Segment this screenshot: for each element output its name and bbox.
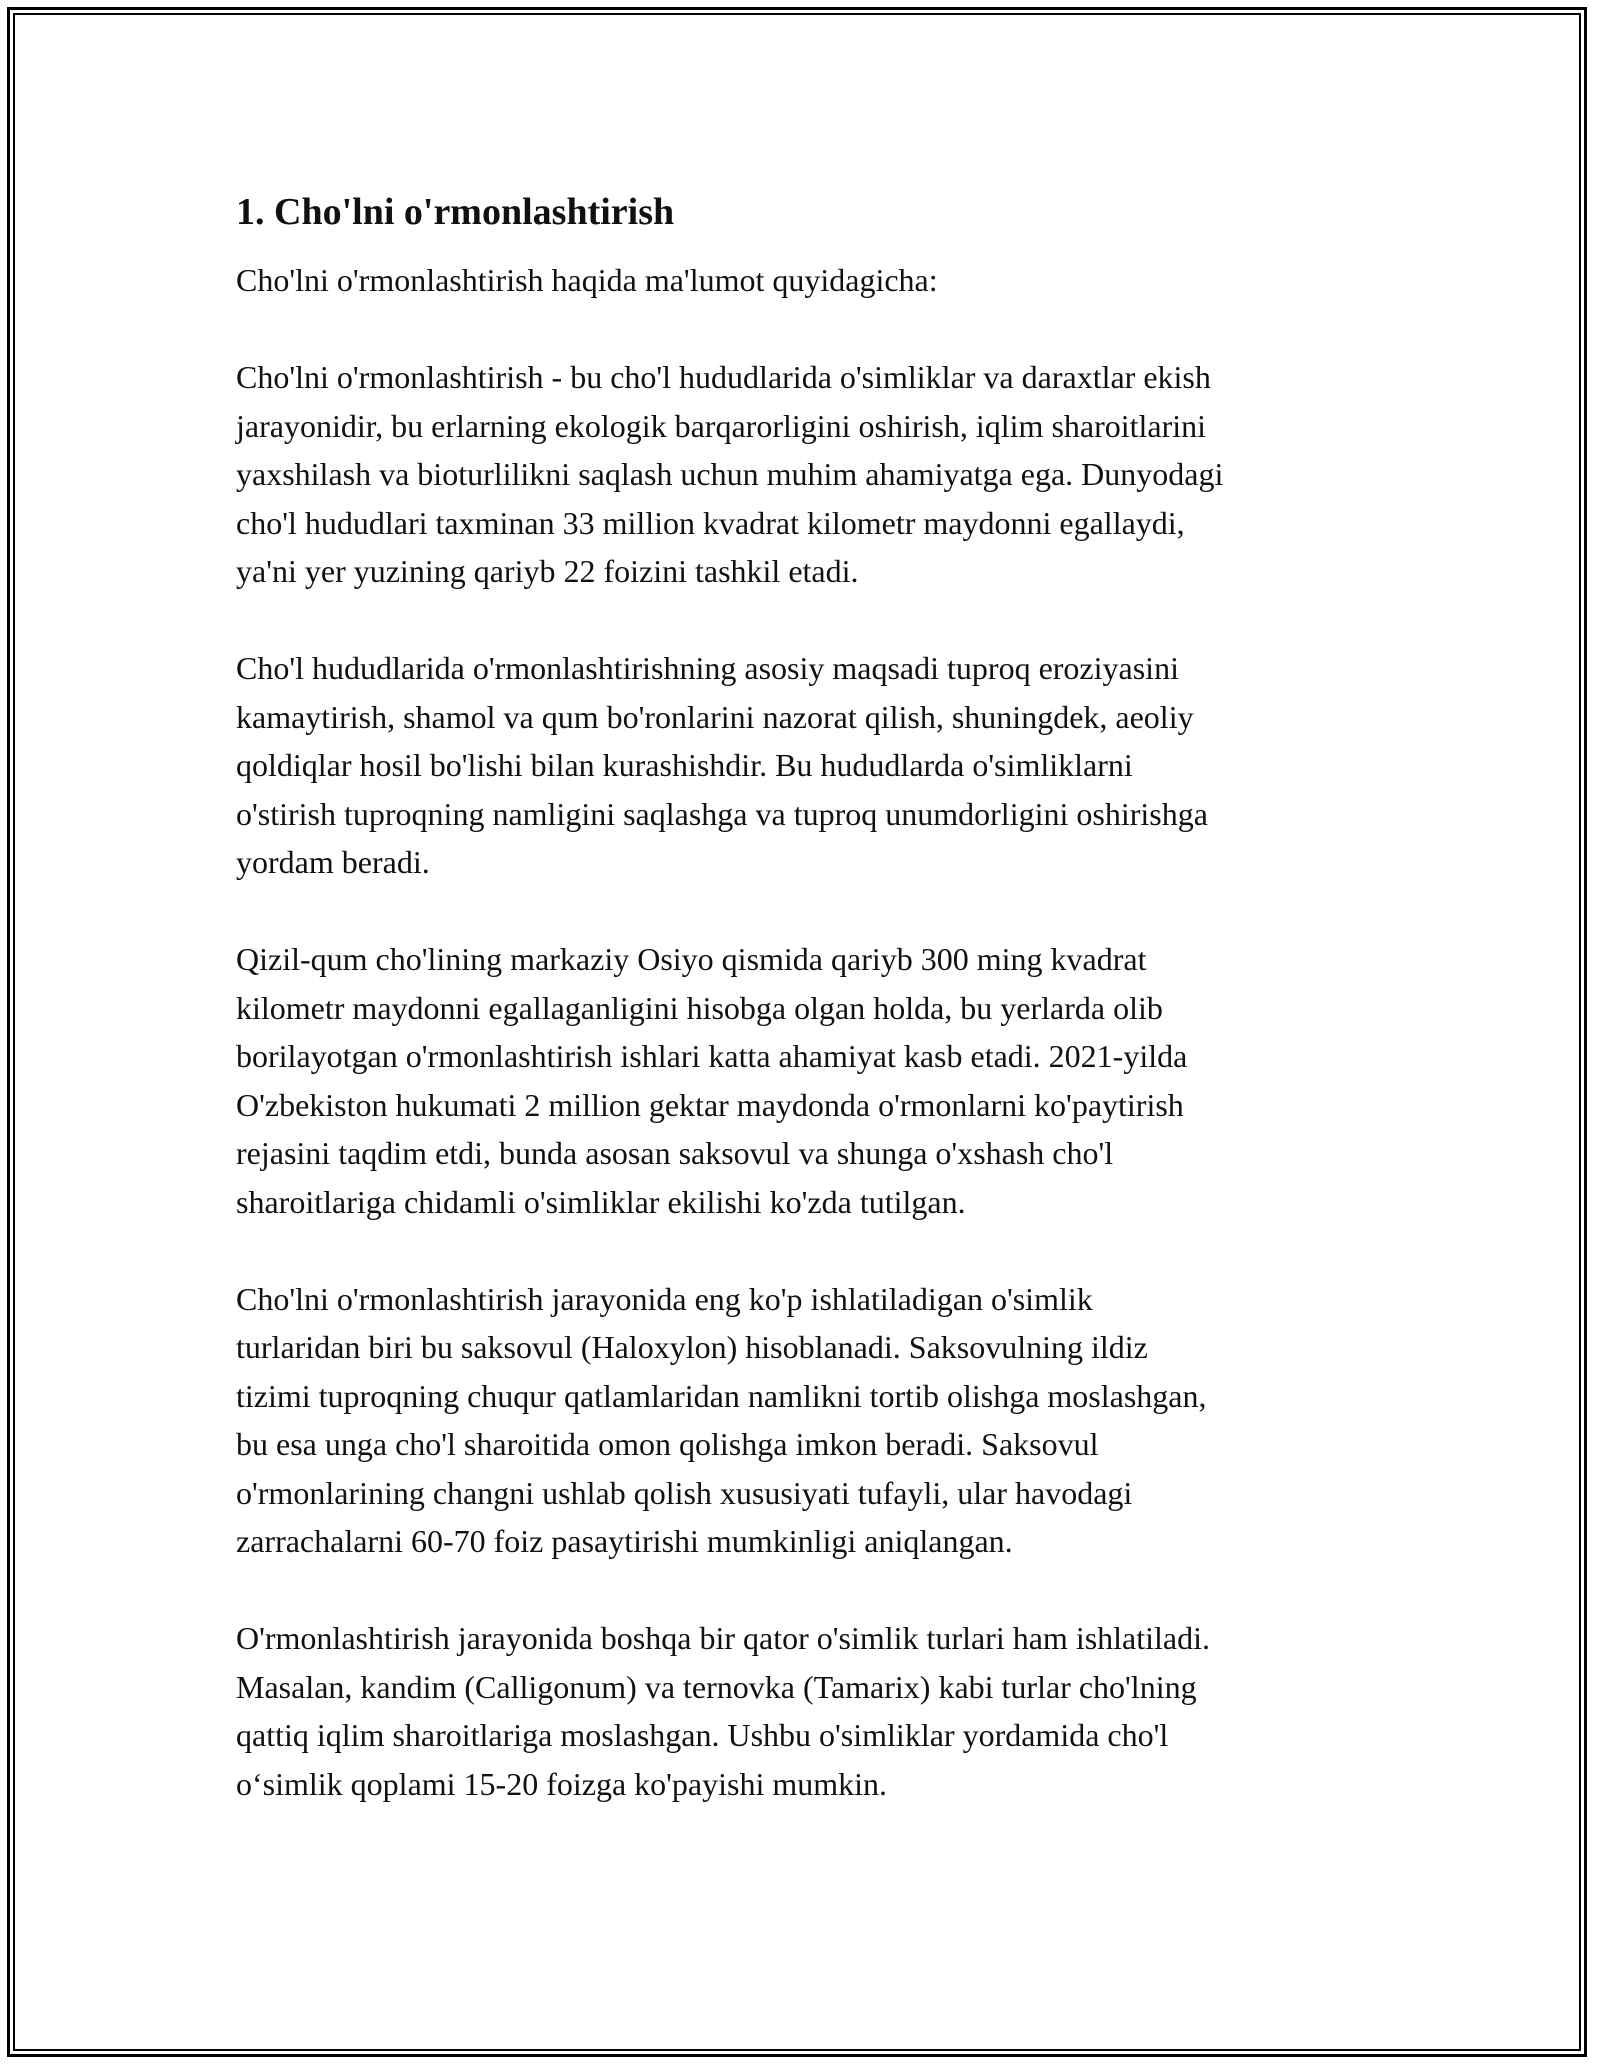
paragraph-line: o'stirish tuproqning namligini saqlashga va tuproq unumdorligini oshirishga: [236, 795, 1208, 832]
paragraph-line: O'rmonlashtirish jarayonida boshqa bir qator o'simlik turlari ham ishlatiladi.: [236, 1620, 1211, 1656]
paragraph-line: Cho'lni o'rmonlashtirish jarayonida eng ko'p ishlatiladigan o'simlik: [236, 1280, 1093, 1317]
paragraph-line: jarayonidir, bu erlarning ekologik barqarorligini oshirish, iqlim sharoitlarini: [236, 407, 1207, 444]
paragraph-line: borilayotgan o'rmonlashtirish ishlari katta ahamiyat kasb etadi. 2021-yilda: [236, 1038, 1188, 1074]
body-paragraph: [236, 644, 1386, 887]
paragraph-line: o‘simlik qoplami 15-20 foizga ko'payishi mumkin.: [236, 1765, 888, 1802]
body-paragraph: [236, 1614, 1386, 1808]
paragraph-line: ya'ni yer yuzining qariyb 22 foizini tashkil etadi.: [236, 553, 859, 589]
paragraph-line: kamaytirish, shamol va qum bo'ronlarini nazorat qilish, shuningdek, aeoliy: [236, 698, 1194, 735]
paragraph-line: yordam beradi.: [236, 844, 430, 880]
paragraph-line: tizimi tuproqning chuqur qatlamlaridan namlikni tortib olishga moslashgan,: [236, 1377, 1207, 1414]
document-body: [236, 186, 1386, 1857]
paragraph-line: bu esa unga cho'l sharoitida omon qolishga imkon beradi. Saksovul: [236, 1426, 1099, 1462]
body-paragraph: [236, 1275, 1386, 1566]
body-paragraph: [236, 935, 1386, 1226]
paragraph-line: rejasini taqdim etdi, bunda asosan saksovul va shunga o'xshash cho'l: [236, 1135, 1114, 1171]
paragraph-list: [236, 353, 1386, 1808]
body-paragraph: [236, 353, 1386, 596]
paragraph-line: cho'l hududlari taxminan 33 million kvadrat kilometr maydonni egallaydi,: [236, 504, 1185, 541]
paragraph-line: yaxshilash va bioturlilikni saqlash uchun muhim ahamiyatga ega. Dunyodagi: [236, 456, 1224, 492]
paragraph-line: sharoitlariga chidamli o'simliklar ekilishi ko'zda tutilgan.: [236, 1183, 966, 1220]
paragraph-line: Masalan, kandim (Calligonum) va ternovka (Tamarix) kabi turlar cho'lning: [236, 1668, 1197, 1705]
paragraph-line: Cho'lni o'rmonlashtirish - bu cho'l hududlarida o'simliklar va daraxtlar ekish: [236, 359, 1211, 395]
paragraph-line: O'zbekiston hukumati 2 million gektar maydonda o'rmonlarni ko'paytirish: [236, 1086, 1184, 1123]
paragraph-line: Cho'l hududlarida o'rmonlashtirishning asosiy maqsadi tuproq eroziyasini: [236, 650, 1179, 686]
intro-paragraph: Cho'lni o'rmonlashtirish haqida ma'lumot quyidagicha:: [236, 262, 938, 298]
paragraph-line: turlaridan biri bu saksovul (Haloxylon) hisoblanadi. Saksovulning ildiz: [236, 1329, 1148, 1365]
paragraph-line: o'rmonlarining changni ushlab qolish xususiyati tufayli, ular havodagi: [236, 1474, 1133, 1511]
paragraph-line: Qizil-qum cho'lining markaziy Osiyo qismida qariyb 300 ming kvadrat: [236, 941, 1147, 977]
paragraph-line: zarrachalarni 60-70 foiz pasaytirishi mumkinligi aniqlangan.: [236, 1523, 1013, 1559]
section-heading: 1. Cho'lni o'rmonlashtirish: [236, 191, 675, 233]
paragraph-line: qoldiqlar hosil bo'lishi bilan kurashishdir. Bu hududlarda o'simliklarni: [236, 747, 1133, 783]
paragraph-line: kilometr maydonni egallaganligini hisobga olgan holda, bu yerlarda olib: [236, 989, 1163, 1026]
paragraph-line: qattiq iqlim sharoitlariga moslashgan. Ushbu o'simliklar yordamida cho'l: [236, 1717, 1169, 1753]
